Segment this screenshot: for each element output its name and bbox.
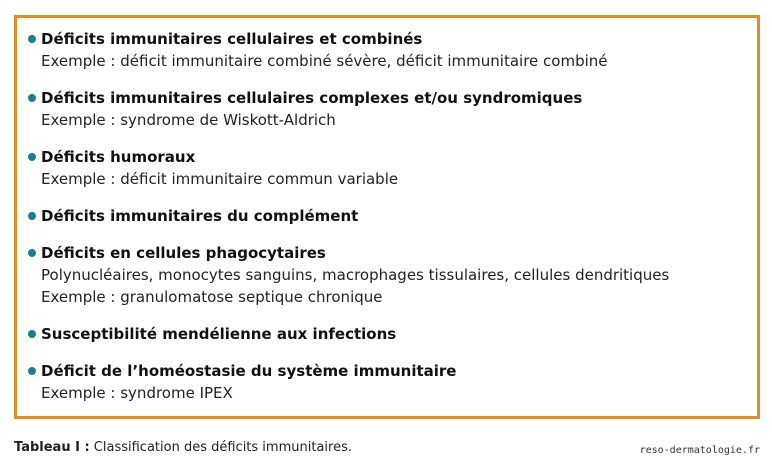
category-heading: Déficits en cellules phagocytaires [41,244,326,262]
category-heading: Déficits immunitaires cellulaires complexes et/ou syndromiques [41,89,583,107]
category-item [27,146,747,190]
category-item [27,28,747,72]
category-example: Exemple : déficit immunitaire commun variable [41,170,399,188]
category-heading: Déficits humoraux [41,148,196,166]
category-example: Exemple : syndrome IPEX [41,384,233,402]
caption-text: Classification des déficits immunitaires. [89,440,352,455]
category-example: Exemple : déficit immunitaire combiné sévère, déficit immunitaire combiné [41,52,608,70]
category-item [27,242,747,308]
category-heading: Déficit de l’homéostasie du système immunitaire [41,362,457,380]
bullet-dot-icon [28,94,36,102]
category-item [27,205,747,227]
category-example: Exemple : granulomatose septique chronique [41,288,383,306]
bullet-dot-icon [28,367,36,375]
category-heading: Susceptibilité mendélienne aux infections [41,325,397,343]
classification-table [14,15,760,419]
table-caption [14,440,352,455]
bullet-dot-icon [28,35,36,43]
category-description: Polynucléaires, monocytes sanguins, macrophages tissulaires, cellules dendritiques [41,266,670,284]
category-example: Exemple : syndrome de Wiskott-Aldrich [41,111,336,129]
category-item [27,323,747,345]
category-heading: Déficits immunitaires du complément [41,207,359,225]
bullet-dot-icon [28,153,36,161]
bullet-dot-icon [28,330,36,338]
category-heading: Déficits immunitaires cellulaires et combinés [41,30,423,48]
source-credit: reso-dermatologie.fr [639,445,760,456]
bullet-dot-icon [28,212,36,220]
category-item [27,360,747,404]
bullet-dot-icon [28,249,36,257]
category-item [27,87,747,131]
caption-label: Tableau I : [14,440,90,455]
category-list [27,28,747,419]
